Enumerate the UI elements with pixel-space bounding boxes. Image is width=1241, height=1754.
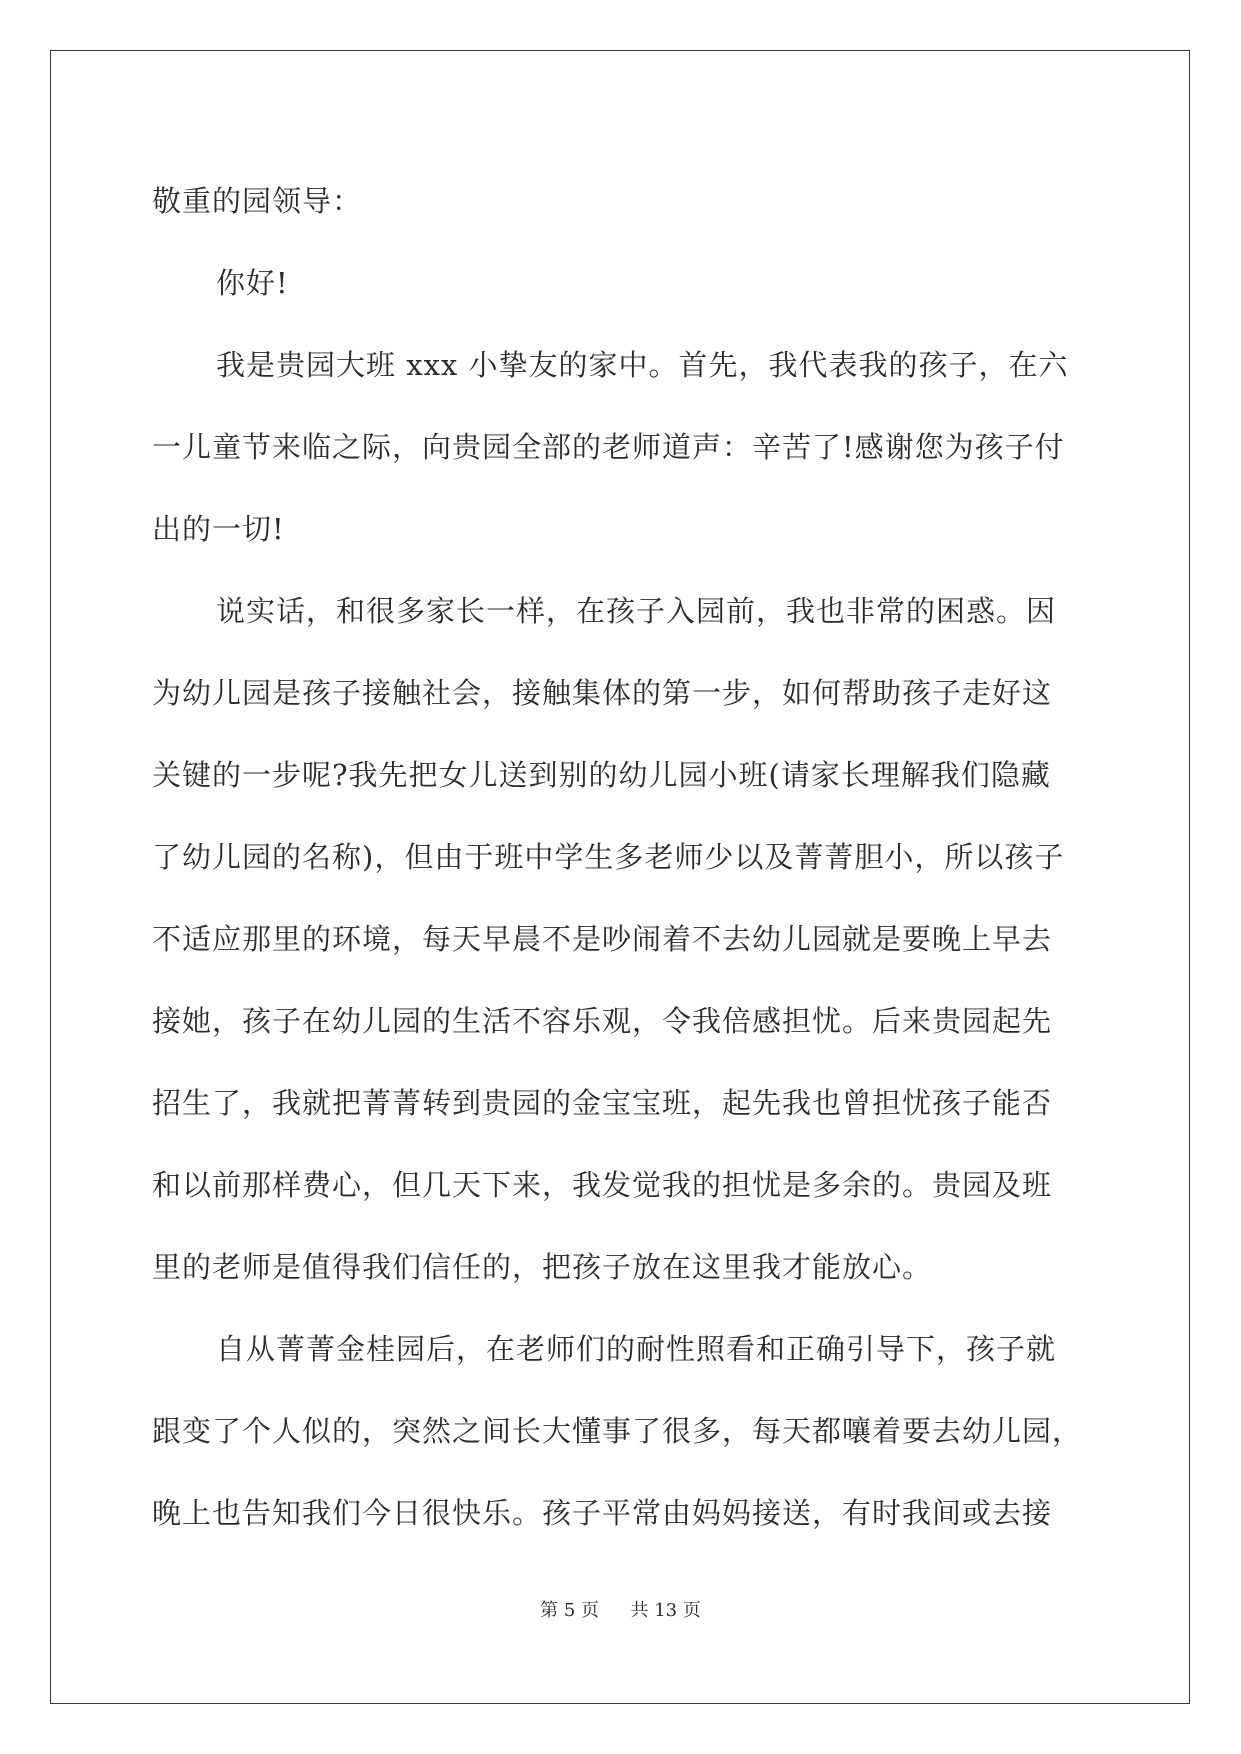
text-line: 关键的一步呢?我先把女儿送到别的幼儿园小班(请家长理解我们隐藏 xyxy=(152,758,1051,792)
page-total: 共 13 页 xyxy=(630,1600,701,1621)
text-line: 一儿童节来临之际，向贵园全部的老师道声：辛苦了!感谢您为孩子付 xyxy=(152,430,1065,464)
text-line: 接她，孩子在幼儿园的生活不容乐观，令我倍感担忧。后来贵园起先 xyxy=(152,1004,1053,1038)
text-line: 我是贵园大班 xxx 小挚友的家中。首先，我代表我的孩子，在六 xyxy=(216,348,1069,382)
page-footer xyxy=(0,1596,1241,1622)
text-line: 和以前那样费心，但几天下来，我发觉我的担忧是多余的。贵园及班 xyxy=(152,1168,1053,1202)
text-line: 自从菁菁金桂园后，在老师们的耐性照看和正确引导下，孩子就 xyxy=(216,1332,1057,1366)
text-line: 里的老师是值得我们信任的，把孩子放在这里我才能放心。 xyxy=(152,1250,933,1284)
text-line: 不适应那里的环境，每天早晨不是吵闹着不去幼儿园就是要晚上早去 xyxy=(152,922,1053,956)
text-line: 敬重的园领导： xyxy=(152,184,363,218)
text-line: 了幼儿园的名称)，但由于班中学生多老师少以及菁菁胆小，所以孩子 xyxy=(152,840,1065,874)
text-line: 晚上也告知我们今日很快乐。孩子平常由妈妈接送，有时我间或去接 xyxy=(152,1496,1053,1530)
page-number: 第 5 页 xyxy=(540,1600,600,1621)
text-line: 出的一切! xyxy=(152,512,285,546)
text-line: 招生了，我就把菁菁转到贵园的金宝宝班，起先我也曾担忧孩子能否 xyxy=(152,1086,1053,1120)
text-line: 说实话，和很多家长一样，在孩子入园前，我也非常的困惑。因 xyxy=(216,594,1057,628)
text-line: 为幼儿园是孩子接触社会，接触集体的第一步，如何帮助孩子走好这 xyxy=(152,676,1053,710)
text-line: 跟变了个人似的，突然之间长大懂事了很多，每天都嚷着要去幼儿园， xyxy=(152,1414,1083,1448)
text-line: 你好! xyxy=(216,266,289,300)
letter-body xyxy=(152,160,1092,1554)
